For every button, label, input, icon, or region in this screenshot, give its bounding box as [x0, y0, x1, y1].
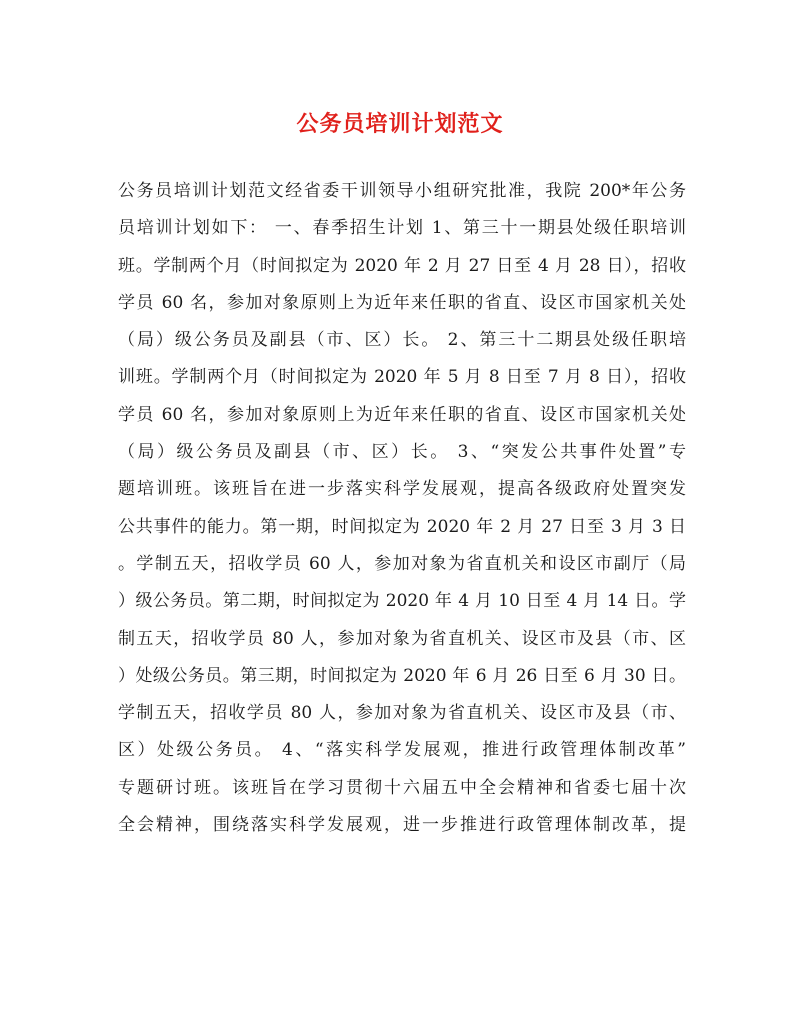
body-line: ）级公务员。第二期，时间拟定为 2020 年 4 月 10 日至 4 月 14 日。学 — [118, 591, 686, 612]
body-line: 制五天，招收学员 80 人，参加对象为省直机关、设区市及县（市、区 — [118, 628, 686, 649]
body-line: 学员 60 名，参加对象原则上为近年来任职的省直、设区市国家机关处 — [118, 404, 686, 425]
body-line: 训班。学制两个月（时间拟定为 2020 年 5 月 8 日至 7 月 8 日），招收 — [118, 367, 686, 388]
body-line: （局）级公务员及副县（市、区）长。 2、第三十二期县处级任职培 — [118, 330, 686, 351]
body-line: 学制五天，招收学员 80 人，参加对象为省直机关、设区市及县（市、 — [118, 703, 686, 724]
body-line: 全会精神，围绕落实科学发展观，进一步推进行政管理体制改革，提 — [118, 815, 686, 836]
body-line: 。学制五天，招收学员 60 人，参加对象为省直机关和设区市副厅（局 — [118, 553, 686, 574]
body-line: 员培训计划如下： 一、春季招生计划 1、第三十一期县处级任职培训 — [118, 218, 686, 239]
body-line: ）处级公务员。第三期，时间拟定为 2020 年 6 月 26 日至 6 月 30 日。 — [118, 665, 686, 686]
document-title: 公务员培训计划范文 — [296, 111, 504, 137]
body-line: 公务员培训计划范文经省委干训领导小组研究批准，我院 200*年公务 — [118, 181, 686, 201]
body-line: 专题研讨班。该班旨在学习贯彻十六届五中全会精神和省委七届十次 — [118, 777, 686, 798]
body-line: 学员 60 名，参加对象原则上为近年来任职的省直、设区市国家机关处 — [118, 292, 686, 313]
body-line: 区）处级公务员。 4、“落实科学发展观，推进行政管理体制改革” — [118, 740, 686, 761]
document-body — [118, 173, 686, 844]
body-line: （局）级公务员及副县（市、区）长。 3、“突发公共事件处置”专 — [118, 442, 686, 463]
body-line: 题培训班。该班旨在进一步落实科学发展观，提高各级政府处置突发 — [118, 479, 686, 500]
body-line: 班。学制两个月（时间拟定为 2020 年 2 月 27 日至 4 月 28 日），招收 — [118, 255, 686, 276]
body-line: 公共事件的能力。第一期，时间拟定为 2020 年 2 月 27 日至 3 月 3 日 — [118, 516, 686, 537]
